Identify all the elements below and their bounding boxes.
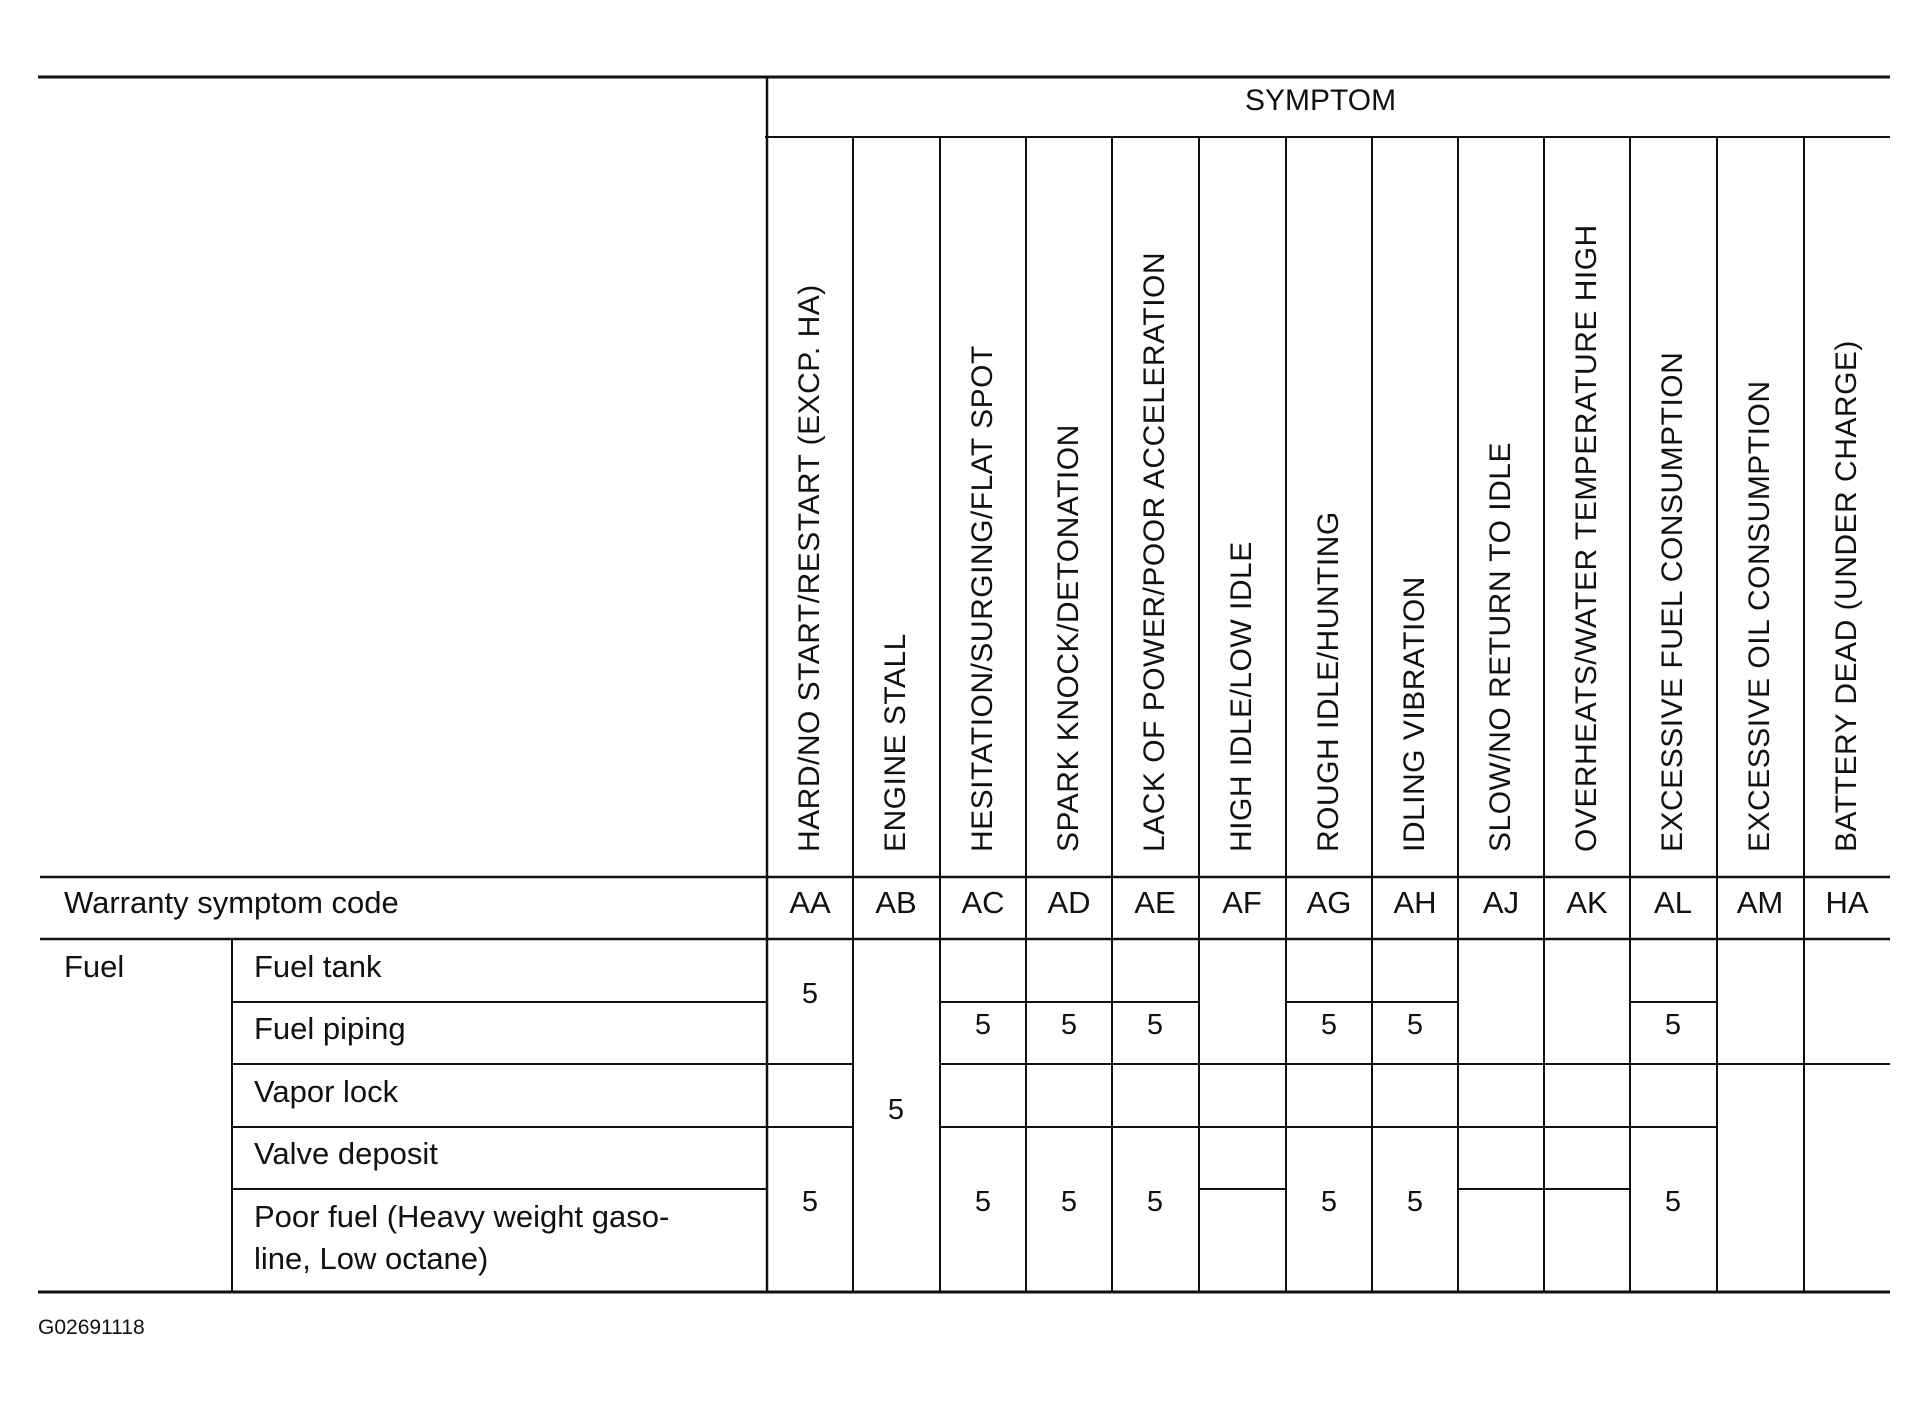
value-ae-poor-fuel: 5 xyxy=(1146,1186,1164,1218)
code-al: AL xyxy=(1654,885,1692,920)
symptom-header-ak: OVERHEATS/WATER TEMPERATURE HIGH xyxy=(1570,224,1603,852)
symptom-header-am: EXCESSIVE OIL CONSUMPTION xyxy=(1743,380,1776,852)
value-ah-piping: 5 xyxy=(1406,1009,1424,1041)
code-ab: AB xyxy=(875,885,917,920)
value-ag-piping: 5 xyxy=(1320,1009,1338,1041)
value-ab-all: 5 xyxy=(887,1094,905,1126)
system-label: Fuel xyxy=(64,949,125,984)
figure-id: G02691118 xyxy=(38,1316,145,1339)
code-ad: AD xyxy=(1047,885,1091,920)
code-ha: HA xyxy=(1825,885,1869,920)
symptom-header-al: EXCESSIVE FUEL CONSUMPTION xyxy=(1656,351,1689,852)
symptom-group-header: SYMPTOM xyxy=(1245,84,1397,117)
symptom-header-ah: IDLING VIBRATION xyxy=(1398,576,1431,852)
symptom-header-ag: ROUGH IDLE/HUNTING xyxy=(1312,511,1345,852)
item-fuel-piping: Fuel piping xyxy=(254,1011,406,1046)
item-valve-deposit: Valve deposit xyxy=(254,1136,438,1171)
value-aa-tank-piping: 5 xyxy=(801,978,819,1010)
value-ac-poor-fuel: 5 xyxy=(974,1186,992,1218)
value-al-poor-fuel: 5 xyxy=(1664,1186,1682,1218)
code-ak: AK xyxy=(1566,885,1608,920)
value-aa-deposit-poorfuel: 5 xyxy=(801,1186,819,1218)
code-ae: AE xyxy=(1134,885,1176,920)
value-ac-piping: 5 xyxy=(974,1009,992,1041)
symptom-header-aj: SLOW/NO RETURN TO IDLE xyxy=(1484,442,1517,852)
code-aj: AJ xyxy=(1482,885,1520,920)
code-aa: AA xyxy=(789,885,831,920)
item-poor-fuel-line2: line, Low octane) xyxy=(254,1241,489,1276)
warranty-code-label: Warranty symptom code xyxy=(64,885,399,920)
symptom-header-ad: SPARK KNOCK/DETONATION xyxy=(1052,424,1085,852)
code-af: AF xyxy=(1222,885,1262,920)
code-ag: AG xyxy=(1306,885,1352,920)
item-poor-fuel-line1: Poor fuel (Heavy weight gaso- xyxy=(254,1199,670,1234)
symptom-header-ab: ENGINE STALL xyxy=(879,633,912,852)
symptom-header-ac: HESITATION/SURGING/FLAT SPOT xyxy=(966,345,999,852)
value-al-piping: 5 xyxy=(1664,1009,1682,1041)
symptom-header-aa: HARD/NO START/RESTART (EXCP. HA) xyxy=(793,284,826,852)
symptom-header-ae: LACK OF POWER/POOR ACCELERATION xyxy=(1138,251,1171,852)
code-ac: AC xyxy=(961,885,1005,920)
value-ad-piping: 5 xyxy=(1060,1009,1078,1041)
code-am: AM xyxy=(1736,885,1784,920)
value-ag-poor-fuel: 5 xyxy=(1320,1186,1338,1218)
value-ae-piping: 5 xyxy=(1146,1009,1164,1041)
item-vapor-lock: Vapor lock xyxy=(254,1074,399,1109)
value-ad-poor-fuel: 5 xyxy=(1060,1186,1078,1218)
value-ah-poor-fuel: 5 xyxy=(1406,1186,1424,1218)
symptom-header-af: HIGH IDLE/LOW IDLE xyxy=(1225,541,1258,852)
symptom-header-ha: BATTERY DEAD (UNDER CHARGE) xyxy=(1830,340,1863,852)
item-fuel-tank: Fuel tank xyxy=(254,949,382,984)
code-ah: AH xyxy=(1393,885,1437,920)
